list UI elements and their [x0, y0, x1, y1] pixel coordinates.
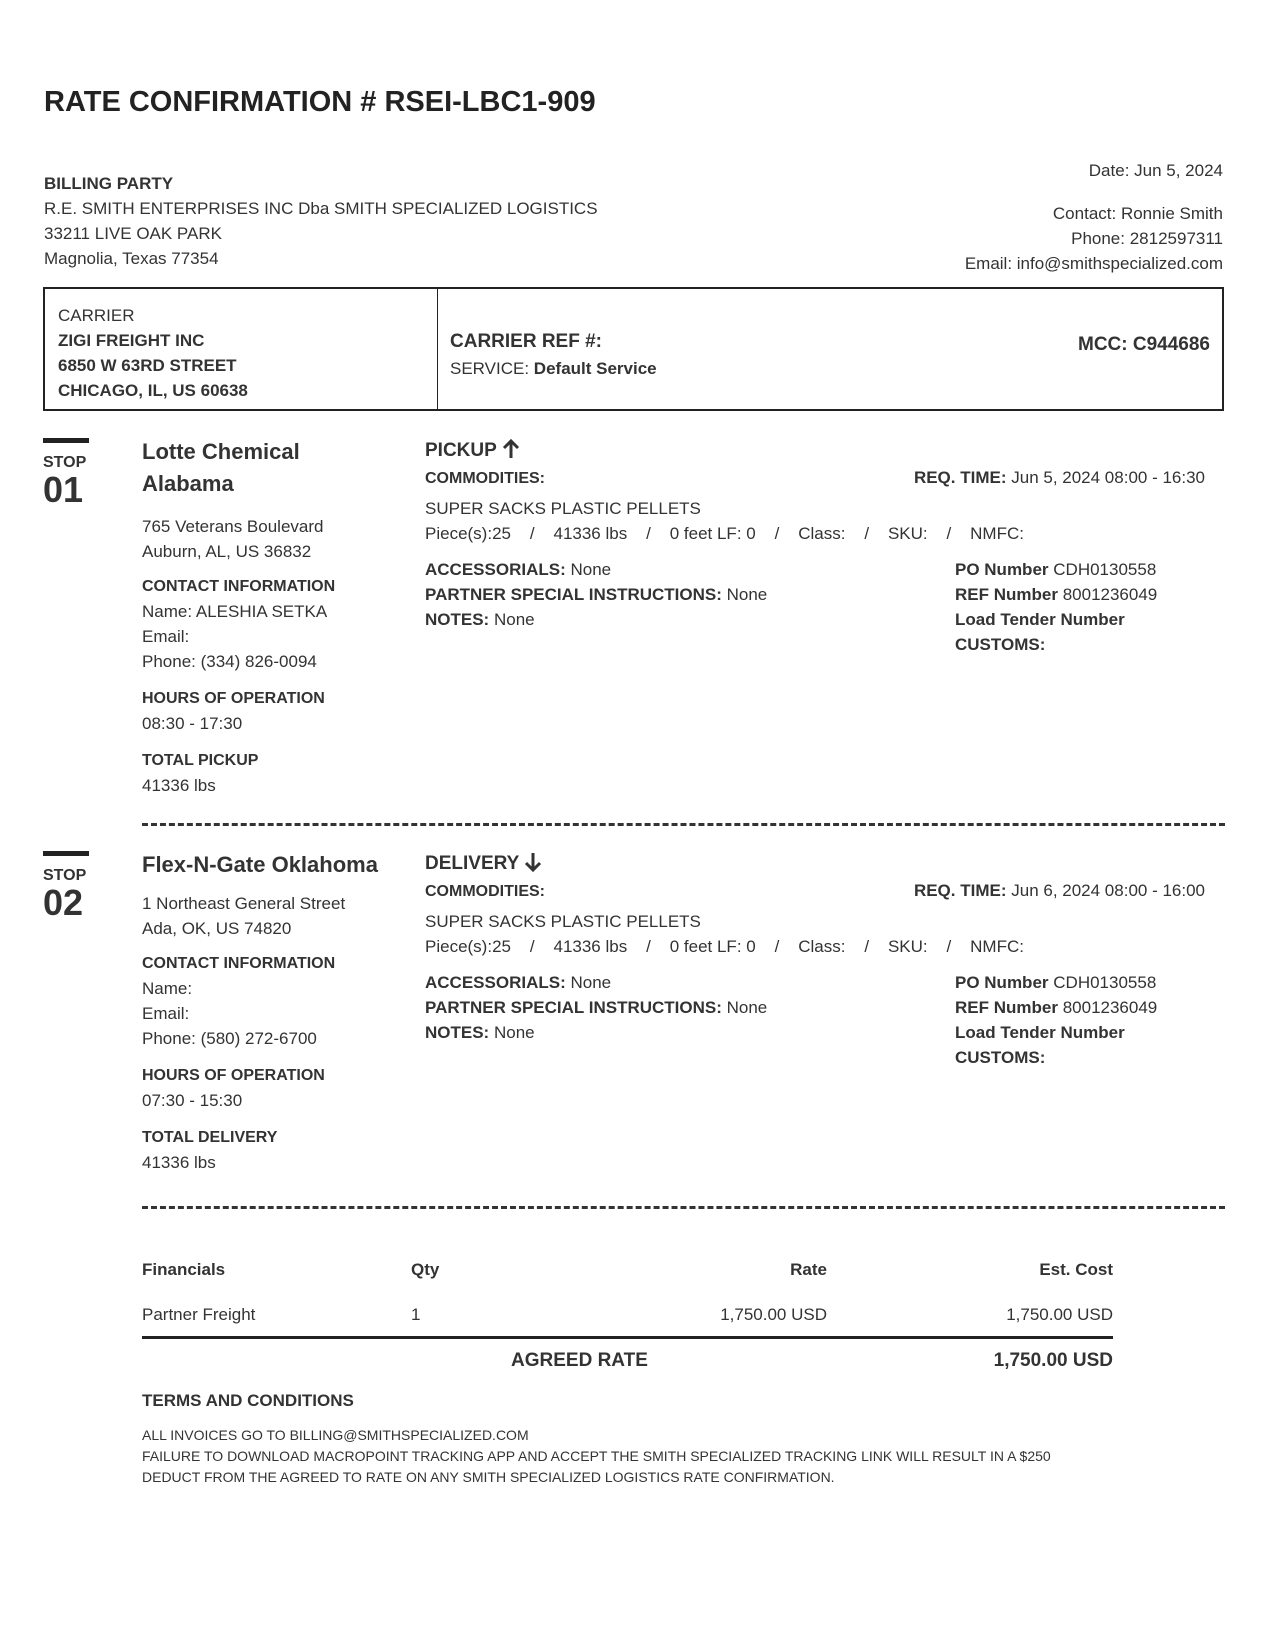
commodity-details: Piece(s):25 / 41336 lbs / 0 feet LF: 0 / Class: / SKU: / NMFC: — [425, 937, 1024, 956]
references — [955, 970, 1157, 1070]
terms-text — [142, 1425, 1142, 1488]
notes-label: NOTES: — [425, 610, 490, 629]
stop-separator — [142, 1206, 1225, 1209]
accessorials-value: None — [570, 973, 612, 992]
contact-name: Name: ALESHIA SETKA — [142, 602, 328, 621]
carrier-address1: 6850 W 63RD STREET — [58, 356, 237, 375]
po-value: CDH0130558 — [1053, 973, 1157, 992]
contact-phone: Phone: 2812597311 — [1071, 229, 1223, 248]
contact-email: Email: — [142, 627, 190, 646]
arrow-down-icon — [524, 852, 542, 872]
location-address1: 1 Northeast General Street — [142, 894, 346, 913]
accessorials-label: ACCESSORIALS: — [425, 973, 566, 992]
agreed-rate-value: 1,750.00 USD — [993, 1350, 1113, 1371]
financials-rule — [142, 1336, 1113, 1339]
po-label: PO Number — [955, 560, 1049, 579]
billing-name: R.E. SMITH ENTERPRISES INC Dba SMITH SPECIALIZED LOGISTICS — [44, 199, 598, 218]
stop-bar — [43, 438, 89, 443]
financial-item-qty: 1 — [411, 1305, 421, 1324]
location-address2: Ada, OK, US 74820 — [142, 919, 292, 938]
psi-label: PARTNER SPECIAL INSTRUCTIONS: — [425, 998, 722, 1017]
stop-02-location — [142, 849, 412, 1175]
stop-word: STOP — [43, 867, 87, 884]
carrier-info — [58, 303, 248, 403]
req-time — [914, 878, 1205, 903]
carrier-address2: CHICAGO, IL, US 60638 — [58, 381, 248, 400]
financial-item-rate: 1,750.00 USD — [720, 1305, 827, 1324]
ref-label: REF Number — [955, 998, 1058, 1017]
contact-email: Email: — [142, 1004, 190, 1023]
agreed-rate-label: AGREED RATE — [511, 1350, 648, 1371]
stop-type-label: DELIVERY — [425, 853, 519, 874]
location-address2: Auburn, AL, US 36832 — [142, 542, 312, 561]
mcc-number: MCC: C944686 — [1078, 334, 1210, 355]
carrier-ref-block — [450, 328, 657, 381]
location-name-line2: Alabama — [142, 471, 234, 496]
stop-bar — [43, 851, 89, 856]
location-name-line1: Lotte Chemical — [142, 439, 300, 464]
commodity-name: SUPER SACKS PLASTIC PELLETS — [425, 912, 701, 931]
hours-label: HOURS OF OPERATION — [142, 690, 325, 707]
total-value: 41336 lbs — [142, 1153, 216, 1172]
terms-label: TERMS AND CONDITIONS — [142, 1391, 354, 1410]
financial-item-name: Partner Freight — [142, 1305, 256, 1324]
customs-label: CUSTOMS: — [955, 1048, 1046, 1067]
total-label: TOTAL PICKUP — [142, 752, 259, 769]
total-label: TOTAL DELIVERY — [142, 1129, 278, 1146]
terms-line2: FAILURE TO DOWNLOAD MACROPOINT TRACKING APP AND ACCEPT THE SMITH SPECIALIZED TRACKING LINK WILL RESULT IN A $250 — [142, 1448, 1051, 1464]
req-time-label: REQ. TIME: — [913, 881, 1007, 900]
stop-number: 02 — [43, 882, 84, 923]
page-title: RATE CONFIRMATION # RSEI-LBC1-909 — [44, 86, 596, 118]
req-time-label: REQ. TIME: — [913, 468, 1007, 487]
commodities-label: COMMODITIES: — [425, 470, 545, 487]
stop-type-header — [425, 437, 1205, 465]
service-label: SERVICE: — [450, 359, 530, 378]
stop-type-label: PICKUP — [425, 440, 497, 461]
load-tender-label: Load Tender Number — [955, 1023, 1125, 1042]
stop-word: STOP — [43, 454, 87, 471]
req-time-value: Jun 6, 2024 08:00 - 16:00 — [1011, 881, 1205, 900]
req-time-value: Jun 5, 2024 08:00 - 16:30 — [1011, 468, 1205, 487]
hours-value: 08:30 - 17:30 — [142, 714, 243, 733]
req-time — [914, 465, 1205, 490]
billing-address2: Magnolia, Texas 77354 — [44, 249, 219, 268]
po-label: PO Number — [955, 973, 1049, 992]
location-address1: 765 Veterans Boulevard — [142, 517, 324, 536]
qty-header: Qty — [411, 1260, 440, 1279]
notes-value: None — [493, 1023, 535, 1042]
document-date: Date: Jun 5, 2024 — [1088, 161, 1223, 180]
carrier-label: CARRIER — [58, 306, 135, 325]
hours-value: 07:30 - 15:30 — [142, 1091, 243, 1110]
location-name-line1: Flex-N-Gate Oklahoma — [142, 852, 378, 877]
stop-separator — [142, 823, 1225, 826]
rate-header: Rate — [790, 1260, 827, 1279]
terms-line1: ALL INVOICES GO TO BILLING@SMITHSPECIALIZED.COM — [142, 1427, 529, 1443]
carrier-box — [43, 287, 1224, 411]
po-value: CDH0130558 — [1053, 560, 1157, 579]
billing-party — [44, 171, 598, 271]
contact-info-label: CONTACT INFORMATION — [142, 955, 336, 972]
est-cost-header: Est. Cost — [1039, 1260, 1113, 1279]
arrow-up-icon — [502, 439, 520, 459]
stop-marker-02 — [43, 851, 89, 921]
service-value: Default Service — [533, 359, 657, 378]
contact-phone: Phone: (580) 272-6700 — [142, 1029, 317, 1048]
notes-label: NOTES: — [425, 1023, 490, 1042]
customs-label: CUSTOMS: — [955, 635, 1046, 654]
contact-name: Name: — [142, 979, 193, 998]
contact-phone: Phone: (334) 826-0094 — [142, 652, 317, 671]
financial-item-cost: 1,750.00 USD — [1006, 1305, 1113, 1324]
stop-01-location — [142, 436, 402, 798]
references — [955, 557, 1157, 657]
carrier-name: ZIGI FREIGHT INC — [58, 331, 205, 350]
commodity-name: SUPER SACKS PLASTIC PELLETS — [425, 499, 701, 518]
load-tender-label: Load Tender Number — [955, 610, 1125, 629]
carrier-divider — [437, 289, 438, 409]
stop-02-details — [425, 850, 1205, 1067]
contact-email: Email: info@smithspecialized.com — [964, 254, 1223, 273]
contact-name: Contact: Ronnie Smith — [1052, 204, 1223, 223]
terms-line3: DEDUCT FROM THE AGREED TO RATE ON ANY SMITH SPECIALIZED LOGISTICS RATE CONFIRMATION. — [142, 1469, 835, 1485]
psi-value: None — [726, 998, 768, 1017]
carrier-ref-label: CARRIER REF #: — [450, 331, 603, 352]
accessorials-value: None — [570, 560, 612, 579]
hours-label: HOURS OF OPERATION — [142, 1067, 325, 1084]
ref-value: 8001236049 — [1062, 585, 1158, 604]
billing-party-label: BILLING PARTY — [44, 174, 174, 193]
stop-marker-01 — [43, 438, 89, 508]
total-value: 41336 lbs — [142, 776, 216, 795]
commodity-details: Piece(s):25 / 41336 lbs / 0 feet LF: 0 / Class: / SKU: / NMFC: — [425, 524, 1024, 543]
ref-label: REF Number — [955, 585, 1058, 604]
stop-number: 01 — [43, 469, 84, 510]
contact-block — [965, 158, 1223, 276]
ref-value: 8001236049 — [1062, 998, 1158, 1017]
accessorials-label: ACCESSORIALS: — [425, 560, 566, 579]
stop-type-header — [425, 850, 1205, 878]
psi-label: PARTNER SPECIAL INSTRUCTIONS: — [425, 585, 722, 604]
contact-info-label: CONTACT INFORMATION — [142, 578, 336, 595]
commodities-label: COMMODITIES: — [425, 883, 545, 900]
psi-value: None — [726, 585, 768, 604]
billing-address1: 33211 LIVE OAK PARK — [44, 224, 222, 243]
stop-01-details — [425, 437, 1205, 654]
financials-header: Financials — [142, 1260, 226, 1279]
notes-value: None — [493, 610, 535, 629]
